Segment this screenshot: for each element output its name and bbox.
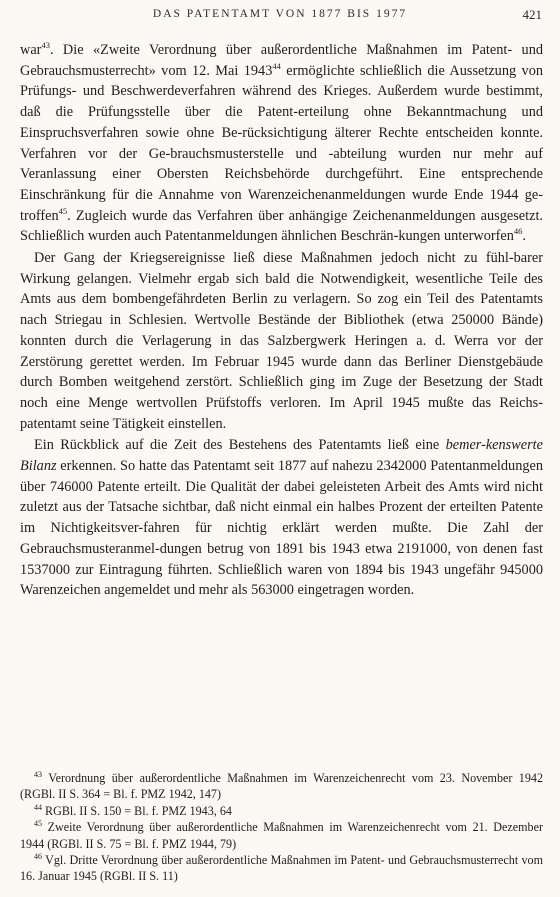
paragraph-1-text-e: . [522, 228, 526, 245]
paragraph-3-text-a: Ein Rückblick auf die Zeit des Bestehens des Patentamts ließ eine [34, 437, 446, 454]
footnote-ref-43: 43 [41, 40, 50, 51]
paragraph-1 [20, 40, 543, 247]
paragraph-2: Der Gang der Kriegsereignisse ließ diese Maßnahmen jedoch nicht zu fühl-barer Wirkung gelangen. Vielmehr ergab sich bald die Notwendigkeit, wesentliche Teile des Amts aus dem bombengefährdeten Berlin zu verlagern. So zog ein Teil des Patentamts nach Striegau in Schlesien. Wertvolle Bestände der Bibliothek (etwa 250000 Bände) konnten durch die Verlagerung in das Salzbergwerk Heringen a. d. Werra vor der Zerstörung gerettet werden. Im Februar 1945 wurde dann das Berliner Dienstgebäude durch Bomben weitgehend zerstört. Schließlich ging im Zuge der Besetzung der Stadt noch eine Menge wertvollen Prüfstoffs verloren. Im April 1945 mußte das Reichs-patentamt seine Tätigkeit einstellen. [20, 250, 543, 432]
footnote-number: 46 [34, 852, 42, 861]
footnote-number: 43 [34, 769, 42, 779]
footnote-number: 45 [34, 819, 42, 829]
running-title: DAS PATENTAMT VON 1877 BIS 1977 [152, 8, 408, 20]
footnote-46 [20, 852, 543, 885]
footnote-ref-45: 45 [58, 205, 68, 216]
footnote-text: RGBl. II S. 150 = Bl. f. PMZ 1943, 64 [42, 803, 232, 818]
paragraph-1-text-c: ermöglichte schließlich die Aussetzung von Prüfungs- und Beschwerdeverfahren während des Krieges. Außerdem wurde bestimmt, daß die Prüfungsstelle über die Patent-erteilung ohne Bekanntmachung und Einspruchsverfahren sowie ohne Be-rücksichtigung älterer Rechte entscheiden konnte. Verfahren vor der Ge-brauchsmusterstelle und -abteilung wurden nur mehr auf Veranlassung einer Obersten Reichsbehörde durchgeführt. Eine entsprechende Einschränkung für die Annahme von Warenzeichenanmeldungen wurde Ende 1944 ge-troffen [20, 62, 543, 224]
footnote-number: 44 [34, 802, 42, 812]
footnote-text: Verordnung über außerordentliche Maßnahmen im Warenzeichenrecht vom 23. November 1942 (RGBl. II S. 364 = Bl. f. PMZ 1942, 147) [20, 771, 543, 802]
paragraph-3-text-b: erkennen. So hatte das Patentamt seit 1877 auf nahezu 2342000 Patentanmeldungen über 746000 Patente erteilt. Die Qualität der dabei geleisteten Arbeit des Amts wird nicht zuletzt aus der Tatsache sichtbar, daß nicht einmal ein halbes Prozent der erteilten Patente im Nichtigkeitsver-fahren für nichtig erklärt werden mußte. Die Zahl der Gebrauchsmusteranmel-dungen betrug von 1891 bis 1943 etwa 2191000, von denen fast 1537000 zur Eintragung führten. Schließlich waren von 1894 bis 1943 ungefähr 945000 Warenzeichen angemeldet und mehr als 563000 eingetragen worden. [20, 458, 543, 599]
footnote-text: Vgl. Dritte Verordnung über außerordentliche Maßnahmen im Patent- und Gebrauchsmusterrecht vom 16. Januar 1945 (RGBl. II S. 11) [20, 853, 543, 884]
page-number: 421 [522, 7, 542, 22]
paragraph-1-text-d: . Zugleich wurde das Verfahren über anhängige Zeichenanmeldungen ausgesetzt. Schließlich wurden auch Patentanmeldungen ähnlichen Beschrän-kungen unterworfen [20, 207, 543, 245]
footnote-44 [20, 803, 543, 819]
footnote-45 [20, 819, 543, 852]
paragraph-1-text-a: war [20, 42, 42, 58]
paragraph-1-text-b: . Die «Zweite Verordnung über außerordentliche Maßnahmen im Patent- und Gebrauchsmusterrecht» vom 12. Mai 1943 [20, 42, 543, 79]
page-header [0, 8, 560, 28]
main-text [20, 40, 543, 601]
footnote-text: Zweite Verordnung über außerordentliche Maßnahmen im Warenzeichenrecht vom 21. Dezember 1944 (RGBl. II S. 75 = Bl. f. PMZ 1944, 79) [20, 820, 543, 851]
footnote-ref-46: 46 [513, 226, 523, 237]
paragraph-3 [20, 435, 543, 601]
paragraph-3-emphasis: bemer-kenswerte Bilanz [20, 437, 543, 475]
footnote-43 [20, 770, 543, 803]
footnote-ref-44: 44 [272, 60, 281, 71]
footnotes [20, 770, 543, 885]
